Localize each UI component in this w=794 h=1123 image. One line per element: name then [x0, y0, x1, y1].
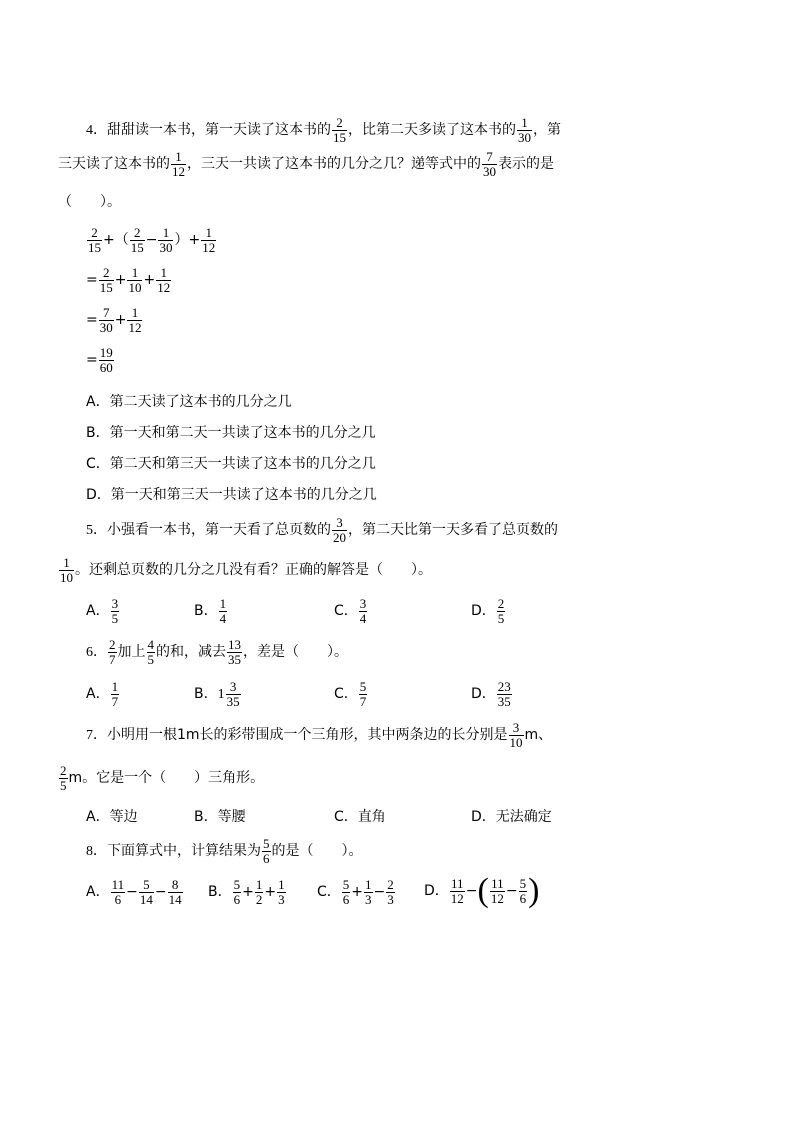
denominator: 7: [359, 693, 367, 709]
numerator: 1: [59, 556, 74, 571]
operator: +: [351, 884, 364, 901]
denominator: 35: [228, 651, 241, 667]
q7-text: m。它是一个（ ）三角形。: [68, 770, 265, 787]
numerator: 1: [127, 306, 142, 321]
operator: −: [126, 884, 138, 901]
fraction: [359, 597, 368, 625]
option-label: D．: [471, 686, 496, 703]
q7-text: 小明用一根1m长的彩带围成一个三角形，其中两条边的长分别是: [107, 727, 508, 744]
fraction: [497, 680, 512, 708]
operator: −: [465, 883, 478, 899]
numerator: 3: [226, 680, 241, 695]
q8-option-b: [208, 878, 287, 906]
q4-text: （ ）。: [58, 194, 121, 210]
fraction: [111, 680, 120, 708]
q5-option-c: [334, 597, 368, 625]
q4-text: 甜甜读一本书，第一天读了这本书的: [107, 122, 331, 139]
denominator: 14: [139, 891, 153, 907]
numerator: 7: [99, 306, 114, 321]
numerator: 1: [111, 679, 119, 694]
q4-calc-4: [86, 346, 115, 374]
denominator: 30: [159, 239, 173, 255]
q4-number: 4．: [86, 123, 107, 139]
operator: −: [505, 883, 518, 899]
q5-number: 5．: [86, 523, 107, 539]
fraction: [111, 878, 126, 906]
q5-text: 。还剩总页数的几分之几没有看？正确的解答是（ ）。: [75, 562, 432, 579]
q8-number: 8．: [86, 844, 107, 860]
q4-option-d: D．第一天和第三天一共读了这本书的几分之几: [86, 487, 377, 503]
numerator: 5: [263, 836, 270, 851]
q4-calc-3: [86, 306, 143, 334]
q4-line-3: [58, 195, 121, 209]
operator: +: [114, 312, 127, 329]
option-label: B．: [194, 686, 218, 703]
denominator: 10: [60, 569, 73, 585]
option-label: A．: [86, 884, 110, 901]
q7-option-a: A．等边: [86, 809, 138, 825]
numerator: 11: [111, 877, 125, 892]
numerator: 3: [359, 596, 367, 611]
denominator: 15: [333, 129, 346, 145]
denominator: 3: [387, 891, 394, 907]
denominator: 15: [130, 239, 144, 255]
fraction: [226, 680, 241, 708]
q4-text: 表示的是: [498, 156, 554, 173]
fraction: [59, 764, 68, 792]
option-label: D．: [424, 883, 449, 899]
numerator: 3: [332, 516, 347, 531]
denominator: 12: [157, 279, 171, 295]
q4-option-b: B．第一天和第二天一共读了这本书的几分之几: [86, 425, 376, 441]
numerator: 5: [342, 877, 350, 892]
numerator: 19: [99, 345, 113, 360]
q4-option-c: C．第二天和第三天一共读了这本书的几分之几: [86, 456, 376, 472]
operator: ）+: [174, 232, 201, 249]
q4-text: ，比第二天多读了这本书的: [348, 122, 516, 139]
operator: +: [264, 884, 277, 901]
fraction: [332, 116, 347, 144]
numerator: 1: [219, 596, 227, 611]
fraction: [233, 878, 242, 906]
numerator: 1: [365, 877, 372, 892]
q8-line-1: [86, 837, 363, 865]
fraction: [127, 306, 142, 334]
fraction: [517, 116, 532, 144]
fraction: [255, 878, 264, 906]
denominator: 3: [365, 891, 372, 907]
numerator: 23: [497, 679, 511, 694]
operator: +: [114, 272, 127, 289]
q5-option-d: [471, 597, 506, 625]
q6-option-b: [194, 680, 242, 708]
denominator: 60: [99, 359, 113, 375]
denominator: 4: [219, 610, 227, 626]
denominator: 12: [450, 890, 464, 906]
numerator: 7: [482, 150, 497, 165]
denominator: 12: [172, 163, 185, 179]
denominator: 30: [99, 319, 113, 335]
q7-line-2: [58, 764, 264, 792]
numerator: 8: [168, 878, 183, 893]
fraction: [156, 266, 171, 294]
numerator: 13: [228, 637, 241, 652]
numerator: 2: [332, 116, 347, 131]
q6-text: 的和，减去: [156, 644, 226, 661]
operator: +: [143, 272, 156, 289]
option-label: C．: [334, 686, 358, 703]
q4-option-a: A．第二天读了这本书的几分之几: [86, 394, 292, 410]
fraction: [108, 638, 117, 666]
fraction: [332, 516, 347, 544]
fraction: [168, 878, 183, 906]
fraction: [201, 226, 216, 254]
q8-option-d: [424, 874, 539, 908]
numerator: 1: [517, 116, 532, 131]
q5-text: ，第二天比第一天多看了总页数的: [348, 522, 558, 539]
q7-option-c: C．直角: [334, 809, 386, 825]
fraction: [139, 878, 154, 906]
denominator: 30: [518, 129, 531, 145]
denominator: 3: [278, 891, 285, 907]
q4-text: ，三天一共读了这本书的几分之几？递等式中的: [187, 156, 481, 173]
q7-text: m、: [524, 727, 553, 744]
fraction: [482, 150, 497, 178]
numerator: 5: [359, 679, 367, 694]
q6-option-c: [334, 680, 368, 708]
q4-calc-1: [86, 226, 217, 254]
fraction: [147, 638, 156, 666]
q4-calc-2: [86, 266, 172, 294]
fraction: [519, 877, 528, 905]
q6-option-d: [471, 680, 513, 708]
option-label: A．: [86, 686, 110, 703]
q7-option-d: D．无法确定: [471, 809, 552, 825]
fraction: [158, 226, 173, 254]
denominator: 7: [109, 651, 116, 667]
denominator: 35: [497, 693, 511, 709]
denominator: 12: [128, 319, 142, 335]
fraction: [277, 878, 286, 906]
numerator: 1: [158, 226, 173, 241]
fraction: [99, 346, 114, 374]
fraction: [227, 638, 242, 666]
denominator: 14: [168, 891, 182, 907]
denominator: 12: [490, 890, 504, 906]
fraction: [450, 877, 465, 905]
fraction: [99, 266, 114, 294]
denominator: 5: [147, 651, 154, 667]
fraction: [509, 721, 524, 749]
denominator: 6: [263, 850, 270, 866]
q5-option-a: [86, 597, 120, 625]
q8-option-a: [86, 878, 184, 906]
operator: +（: [103, 232, 129, 249]
equals-sign: =: [86, 312, 98, 329]
q6-line-1: [86, 638, 348, 666]
fraction: [386, 878, 395, 906]
operator: −: [154, 884, 167, 901]
q6-option-a: [86, 680, 120, 708]
numerator: 3: [111, 596, 119, 611]
numerator: 5: [233, 877, 241, 892]
denominator: 4: [359, 610, 367, 626]
denominator: 35: [226, 693, 240, 709]
numerator: 2: [109, 637, 116, 652]
numerator: 2: [99, 266, 114, 281]
numerator: 11: [491, 875, 504, 891]
q5-line-2: [58, 556, 432, 584]
numerator: 4: [147, 637, 154, 652]
fraction: [262, 837, 271, 865]
fraction: [59, 556, 74, 584]
denominator: 15: [88, 239, 101, 255]
fraction: [171, 150, 186, 178]
numerator: 1: [156, 266, 171, 281]
q7-number: 7．: [86, 728, 107, 744]
q8-text: 的是（ ）。: [271, 843, 363, 860]
numerator: 3: [509, 721, 524, 736]
q7-option-b: B．等腰: [194, 809, 246, 825]
fraction: [219, 597, 228, 625]
denominator: 20: [333, 529, 346, 545]
operator: −: [145, 232, 158, 249]
option-label: D．: [471, 603, 496, 620]
q7-line-1: [86, 721, 552, 749]
operator: −: [373, 884, 386, 901]
fraction: [127, 266, 142, 294]
denominator: 7: [111, 693, 119, 709]
q6-number: 6．: [86, 645, 107, 661]
numerator: 1: [278, 877, 285, 892]
numerator: 1: [201, 226, 216, 241]
q4-text: 三天读了这本书的: [58, 156, 170, 173]
q4-text: ，第: [533, 122, 561, 139]
fraction: [497, 597, 506, 625]
denominator: 5: [111, 610, 119, 626]
numerator: 2: [130, 226, 145, 241]
fraction: [87, 226, 102, 254]
option-label: B．: [194, 603, 218, 620]
denominator: 5: [497, 610, 505, 626]
numerator: 2: [497, 596, 505, 611]
q4-line-1: [86, 116, 561, 144]
q8-text: 下面算式中，计算结果为: [107, 843, 261, 860]
denominator: 10: [128, 279, 142, 295]
denominator: 5: [60, 777, 67, 793]
numerator: 11: [451, 875, 464, 891]
fraction: [364, 878, 373, 906]
fraction: [111, 597, 120, 625]
numerator: 1: [127, 266, 142, 281]
equals-sign: =: [86, 272, 98, 289]
denominator: 6: [342, 891, 350, 907]
numerator: 2: [60, 763, 67, 778]
denominator: 6: [233, 891, 241, 907]
denominator: 6: [519, 890, 527, 906]
numerator: 1: [171, 150, 186, 165]
numerator: 5: [519, 875, 527, 891]
right-paren: ): [528, 872, 540, 909]
denominator: 15: [99, 279, 113, 295]
fraction: [130, 226, 145, 254]
denominator: 30: [483, 163, 496, 179]
q5-option-b: [194, 597, 228, 625]
numerator: 2: [387, 877, 394, 892]
denominator: 12: [202, 239, 216, 255]
q5-text: 小强看一本书，第一天看了总页数的: [107, 522, 331, 539]
equals-sign: =: [86, 352, 98, 369]
option-label: C．: [334, 603, 358, 620]
q6-text: ，差是（ ）。: [243, 644, 348, 661]
denominator: 2: [255, 891, 263, 907]
denominator: 6: [114, 891, 122, 907]
q5-line-1: [86, 516, 558, 544]
fraction: [490, 877, 505, 905]
option-label: A．: [86, 603, 110, 620]
numerator: 2: [87, 226, 102, 241]
fraction: [342, 878, 351, 906]
q6-text: 加上: [117, 644, 146, 661]
q8-option-c: [317, 878, 396, 906]
whole-number: 1: [217, 687, 225, 703]
numerator: 1: [255, 877, 263, 892]
numerator: 5: [139, 878, 154, 893]
left-paren: (: [477, 872, 489, 909]
fraction: [359, 680, 368, 708]
fraction: [99, 306, 114, 334]
denominator: 10: [509, 734, 523, 750]
option-label: C．: [317, 884, 341, 901]
option-label: B．: [208, 884, 232, 901]
operator: +: [242, 884, 254, 901]
q4-line-2: [58, 150, 554, 178]
